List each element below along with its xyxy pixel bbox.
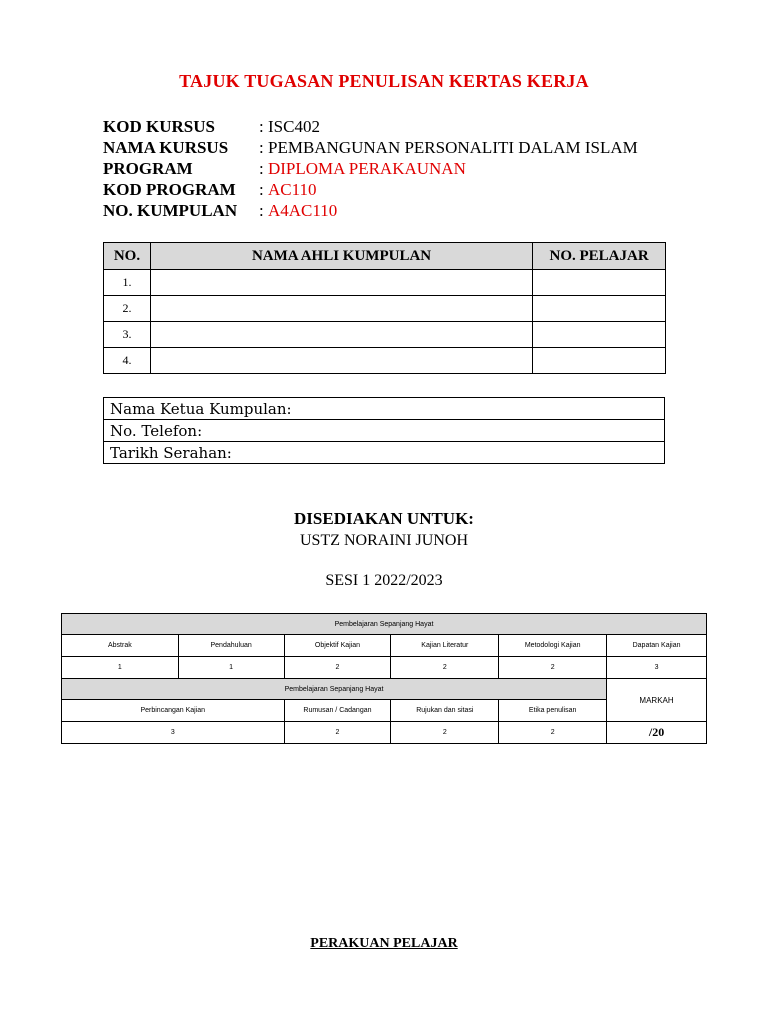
leader-separator: : [286, 399, 292, 418]
marks-section1-header-row [62, 635, 707, 657]
student-no-cell[interactable] [533, 322, 666, 348]
member-name-cell[interactable] [150, 348, 532, 374]
info-value: A4AC110 [267, 201, 338, 220]
declaration-heading: PERAKUAN PELAJAR [310, 936, 458, 951]
info-separator: : [259, 117, 264, 136]
info-row-course-code [103, 116, 638, 137]
header-member-name: NAMA AHLI KUMPULAN [150, 243, 532, 270]
phone-field[interactable] [104, 420, 665, 442]
row-number: 2. [104, 296, 151, 322]
criterion-value: 2 [284, 657, 391, 679]
student-no-cell[interactable] [533, 296, 666, 322]
info-separator: : [259, 159, 264, 178]
markah-header: MARKAH [607, 679, 707, 722]
info-label: PROGRAM [103, 159, 193, 178]
criterion-header: Objektif Kajian [284, 635, 391, 657]
member-name-cell[interactable] [150, 322, 532, 348]
info-label: KOD PROGRAM [103, 180, 236, 199]
criterion-header: Etika penulisan [499, 700, 607, 722]
info-separator: : [259, 138, 264, 157]
course-info [103, 116, 638, 221]
date-field[interactable] [104, 442, 665, 464]
student-no-cell[interactable] [533, 270, 666, 296]
info-separator: : [259, 180, 264, 199]
leader-label: Nama Ketua Kumpulan [110, 399, 287, 418]
member-name-cell[interactable] [150, 296, 532, 322]
info-separator: : [259, 201, 264, 220]
student-no-cell[interactable] [533, 348, 666, 374]
marks-section2-value-row [62, 722, 707, 744]
criterion-value: 1 [62, 657, 179, 679]
info-label: NO. KUMPULAN [103, 201, 238, 220]
info-value: PEMBANGUNAN PERSONALITI DALAM ISLAM [267, 138, 638, 157]
leader-field[interactable] [104, 398, 665, 420]
session-label: SESI 1 2022/2023 [325, 572, 443, 589]
contact-table [103, 397, 665, 464]
criterion-header: Kajian Literatur [391, 635, 499, 657]
header-no: NO. [104, 243, 151, 270]
criterion-header: Rujukan dan sitasi [391, 700, 499, 722]
row-number: 1. [104, 270, 151, 296]
criterion-value: 1 [178, 657, 284, 679]
date-row [104, 442, 665, 464]
criterion-value: 3 [62, 722, 285, 744]
info-label: KOD KURSUS [103, 117, 215, 136]
info-value: AC110 [267, 180, 317, 199]
leader-row [104, 398, 665, 420]
criterion-value: 2 [391, 657, 499, 679]
total-marks: /20 [607, 722, 707, 744]
members-header-row [104, 243, 666, 270]
table-row [104, 348, 666, 374]
phone-label: No. Telefon [110, 421, 198, 440]
criterion-header: Rumusan / Cadangan [284, 700, 391, 722]
member-name-cell[interactable] [150, 270, 532, 296]
table-row [104, 270, 666, 296]
criterion-value: 2 [499, 722, 607, 744]
info-row-program [103, 158, 638, 179]
lecturer-name: USTZ NORAINI JUNOH [300, 532, 468, 549]
marks-section1-title-row [62, 614, 707, 635]
criterion-header: Pendahuluan [178, 635, 284, 657]
criterion-header: Abstrak [62, 635, 179, 657]
section-title: Pembelajaran Sepanjang Hayat [62, 614, 707, 635]
info-value: ISC402 [267, 117, 320, 136]
document-title: TAJUK TUGASAN PENULISAN KERTAS KERJA [179, 71, 589, 91]
table-row [104, 296, 666, 322]
prepared-for-heading: DISEDIAKAN UNTUK: [294, 509, 474, 528]
criterion-header: Dapatan Kajian [607, 635, 707, 657]
criterion-value: 2 [284, 722, 391, 744]
marks-table [61, 613, 707, 744]
info-row-program-code [103, 179, 638, 200]
row-number: 3. [104, 322, 151, 348]
phone-separator: : [197, 421, 203, 440]
info-label: NAMA KURSUS [103, 138, 229, 157]
marks-section1-value-row [62, 657, 707, 679]
criterion-header: Metodologi Kajian [499, 635, 607, 657]
info-row-group-no [103, 200, 638, 221]
date-label: Tarikh Serahan: [110, 443, 232, 462]
info-value: DIPLOMA PERAKAUNAN [267, 159, 466, 178]
marks-section2-title-row [62, 679, 707, 700]
info-row-course-name [103, 137, 638, 158]
row-number: 4. [104, 348, 151, 374]
phone-row [104, 420, 665, 442]
table-row [104, 322, 666, 348]
section-title: Pembelajaran Sepanjang Hayat [62, 679, 607, 700]
criterion-header: Perbincangan Kajian [62, 700, 285, 722]
criterion-value: 3 [607, 657, 707, 679]
members-table [103, 242, 666, 374]
header-student-no: NO. PELAJAR [533, 243, 666, 270]
criterion-value: 2 [391, 722, 499, 744]
criterion-value: 2 [499, 657, 607, 679]
